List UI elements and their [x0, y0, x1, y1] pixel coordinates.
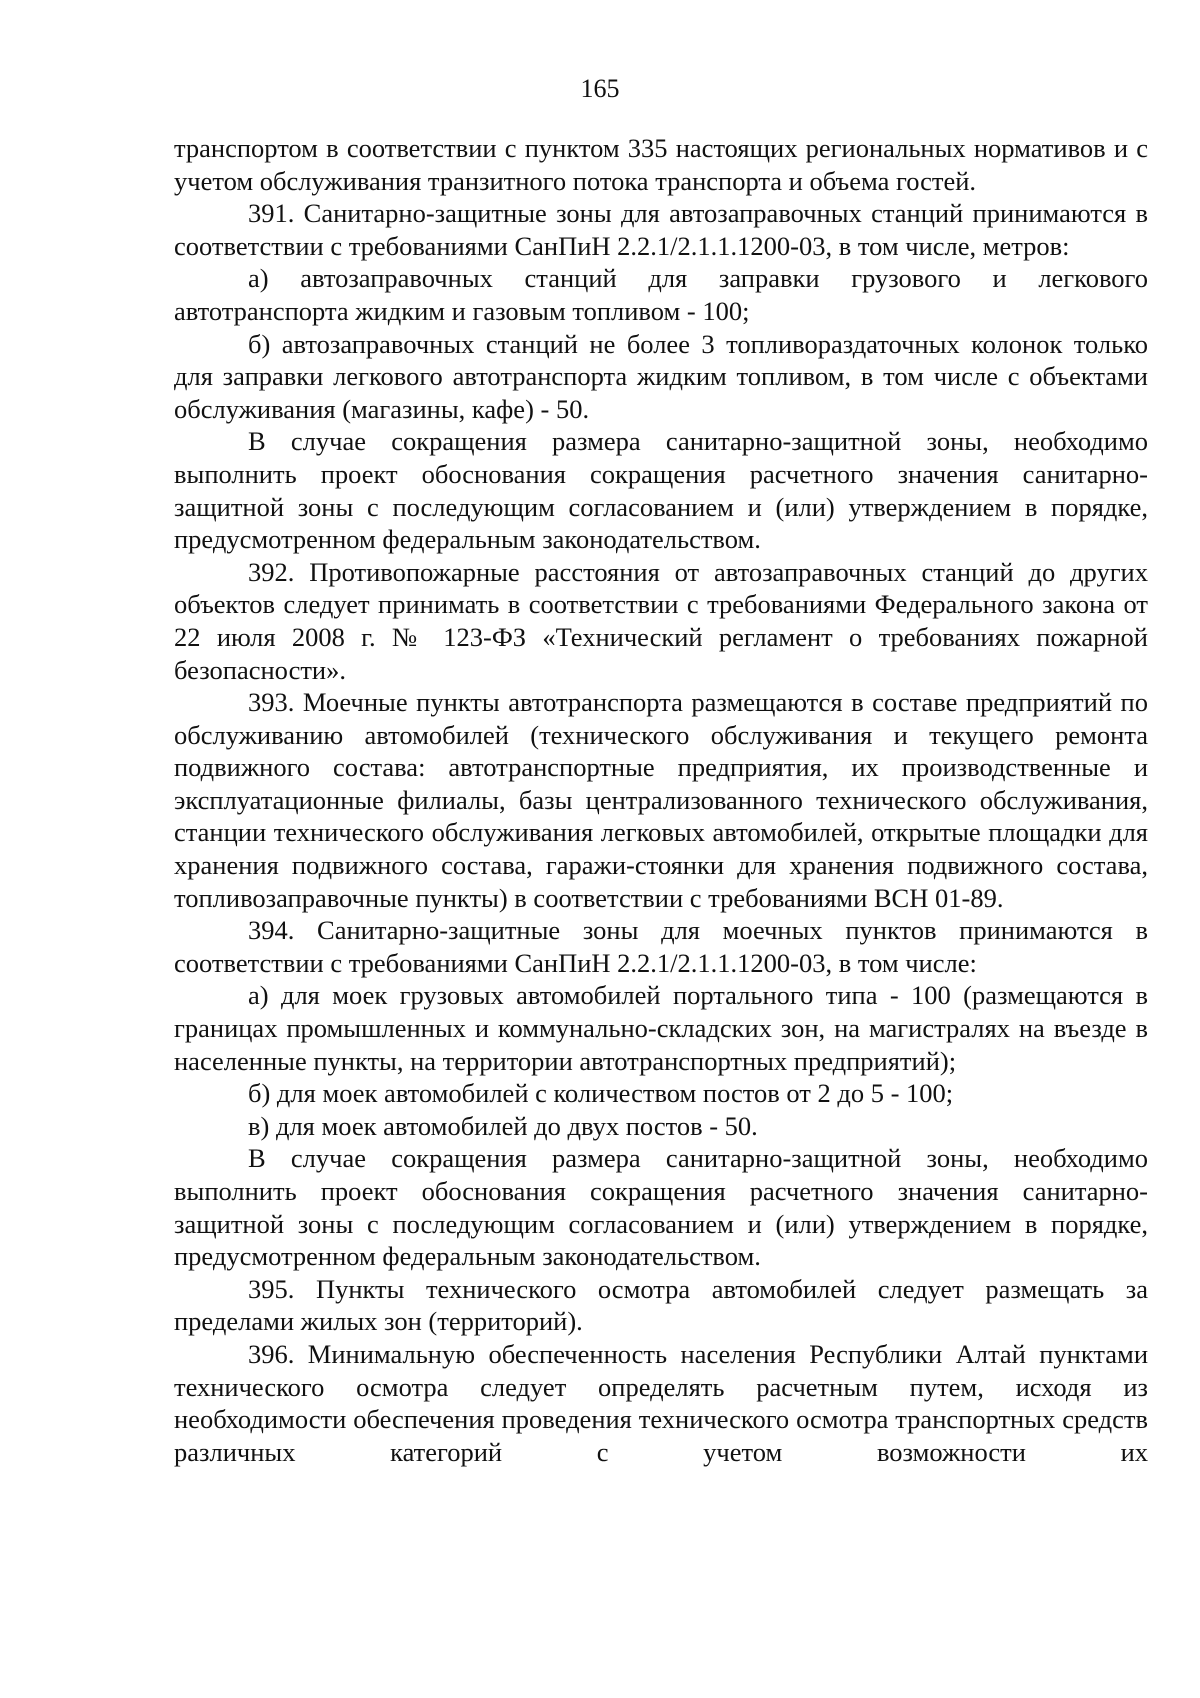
paragraph-394-item-a: а) для моек грузовых автомобилей портального типа - 100 (размещаются в границах промышленных и коммунально-складских зон, на магистралях на въезде в населенные пункты, на территории автотранспортных предприятий); — [174, 980, 1148, 1076]
paragraph-391: 391. Санитарно-защитные зоны для автозаправочных станций принимаются в соответствии с требованиями СанПиН 2.2.1/2.1.1.1200-03, в том числе, метров: — [174, 198, 1148, 261]
paragraph-394-item-v: в) для моек автомобилей до двух постов - 50. — [248, 1110, 758, 1141]
paragraph-continuation: транспортом в соответствии с пунктом 335 настоящих региональных нормативов и с учетом обслуживания транзитного потока транспорта и объема гостей. — [174, 133, 1148, 196]
paragraph-395: 395. Пункты технического осмотра автомобилей следует размещать за пределами жилых зон (территорий). — [174, 1273, 1148, 1337]
paragraph-392: 392. Противопожарные расстояния от автозаправочных станций до других объектов следует принимать в соответствии с требованиями Федерального закона от 22 июля 2008 г. № 123-ФЗ «Технический регламент о требованиях пожарной безопасности». — [174, 556, 1148, 685]
document-body — [174, 132, 1148, 1468]
paragraph-393: 393. Моечные пункты автотранспорта размещаются в составе предприятий по обслуживанию автомобилей (технического обслуживания и текущего ремонта подвижного состава: автотранспортные предприятия, их производственные и эксплуатационные филиалы, базы централизованного технического обслуживания, станции технического обслуживания легковых автомобилей, открытые площадки для хранения подвижного состава, гаражи-стоянки для хранения подвижного состава, топливозаправочные пункты) в соответствии с требованиями ВСН 01-89. — [174, 687, 1148, 913]
paragraph-391-item-b: б) автозаправочных станций не более 3 топливораздаточных колонок только для заправки легкового автотранспорта жидким топливом, в том числе с объектами обслуживания (магазины, кафе) - 50. — [174, 328, 1148, 424]
paragraph-391-item-a: а) автозаправочных станций для заправки грузового и легкового автотранспорта жидким и газовым топливом - 100; — [174, 263, 1148, 326]
paragraph-396: 396. Минимальную обеспеченность населения Республики Алтай пунктами технического осмотра следует определять расчетным путем, исходя из необходимости обеспечения проведения технического осмотра транспортных средств различных категорий с учетом возможности их — [174, 1338, 1148, 1467]
paragraph-391-reduction: В случае сокращения размера санитарно-защитной зоны, необходимо выполнить проект обоснования сокращения расчетного значения санитарно-защитной зоны с последующим согласованием и (или) утверждением в порядке, предусмотренном федеральным законодательством. — [174, 426, 1148, 555]
paragraph-394: 394. Санитарно-защитные зоны для моечных пунктов принимаются в соответствии с требованиями СанПиН 2.2.1/2.1.1.1200-03, в том числе: — [174, 915, 1148, 978]
paragraph-394-item-b: б) для моек автомобилей с количеством постов от 2 до 5 - 100; — [248, 1078, 954, 1109]
paragraph-394-reduction: В случае сокращения размера санитарно-защитной зоны, необходимо выполнить проект обоснования сокращения расчетного значения санитарно-защитной зоны с последующим согласованием и (или) утверждением в порядке, предусмотренном федеральным законодательством. — [174, 1143, 1148, 1272]
page-number: 165 — [580, 74, 620, 103]
